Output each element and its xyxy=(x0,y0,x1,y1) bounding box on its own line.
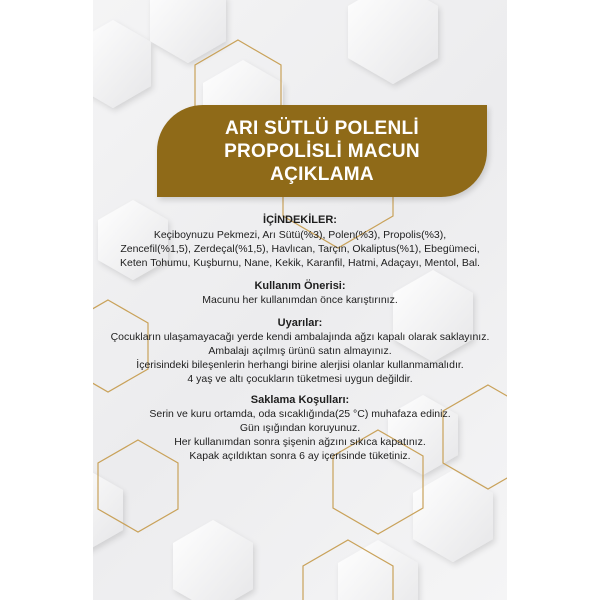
warning-line: Ambalajı açılmış ürünü satın almayınız. xyxy=(208,345,392,357)
hexagon-shape xyxy=(93,20,151,108)
ingredients-line: Zencefil(%1,5), Zerdeçal(%1,5), Havlıcan, Tarçın, Okaliptus(%1), Ebegümeci, xyxy=(120,243,480,255)
warnings-heading: Uyarılar: xyxy=(277,317,323,329)
storage-line: Serin ve kuru ortamda, oda sıcaklığında(25 °C) muhafaza ediniz. xyxy=(149,408,451,420)
ingredients-heading: İÇİNDEKİLER: xyxy=(263,214,337,226)
title-line-1: ARI SÜTLÜ POLENLİ xyxy=(224,118,420,139)
title-line-2: PROPOLİSLİ MACUN xyxy=(224,141,420,162)
ingredients-line: Keten Tohumu, Kuşburnu, Nane, Kekik, Karanfil, Hatmi, Adaçayı, Mentol, Bal. xyxy=(120,257,480,269)
title-line-3: AÇIKLAMA xyxy=(270,164,374,185)
storage-line: Gün ışığından koruyunuz. xyxy=(239,422,361,434)
usage-line: Macunu her kullanımdan önce karıştırınız. xyxy=(202,294,398,306)
hexagon-shape xyxy=(413,470,493,562)
ingredients-line: Keçiboynuzu Pekmezi, Arı Sütü(%3), Polen(%3), Propolis(%3), xyxy=(153,229,447,241)
hexagon-shape xyxy=(173,520,253,600)
storage-line: Kapak açıldıktan sonra 6 ay içerisinde tüketiniz. xyxy=(189,450,411,462)
warning-line: İçerisindeki bileşenlerin herhangi birine alerjisi olanlar kullanmamalıdır. xyxy=(136,359,464,371)
title-banner xyxy=(157,105,487,197)
storage-heading: Saklama Koşulları: xyxy=(250,394,350,406)
warning-line: 4 yaş ve altı çocukların tüketmesi uygun değildir. xyxy=(187,373,413,385)
hexagon-shape xyxy=(348,0,438,84)
usage-heading: Kullanım Önerisi: xyxy=(254,280,346,292)
storage-line: Her kullanımdan sonra şişenin ağzını sıkıca kapatınız. xyxy=(174,436,426,448)
warning-line: Çocukların ulaşamayacağı yerde kendi ambalajında ağzı kapalı olarak saklayınız. xyxy=(110,331,490,343)
hexagon-shape xyxy=(338,540,418,600)
